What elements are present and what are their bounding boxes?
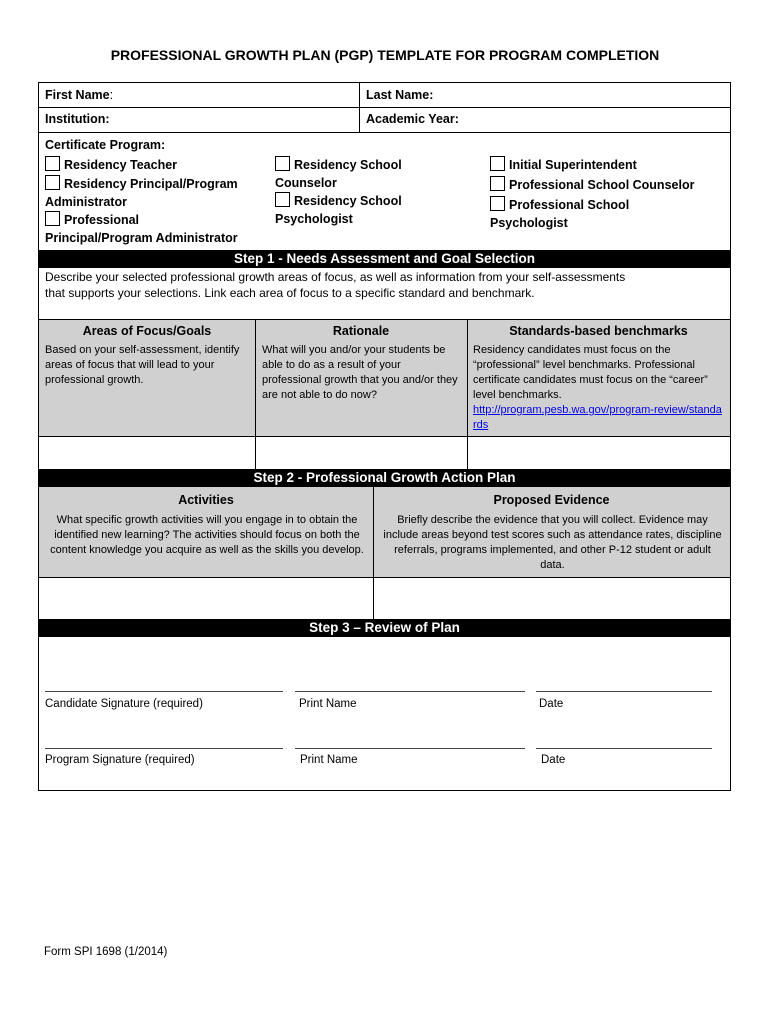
standards-link[interactable]: http://program.pesb.wa.gov/program-review/standards: [473, 404, 722, 431]
step2-heading: Step 2 - Professional Growth Action Plan: [39, 469, 730, 487]
certificate-program-label: Certificate Program:: [45, 138, 166, 152]
rationale-hint: What will you and/or your students be able to do as a result of your professional growth that you and/or they are not able to do now?: [262, 344, 458, 401]
step1-description: Describe your selected professional growth areas of focus, as well as information from your self-assessments that supports your selections. Link each area of focus to a specific standard and benchmark.: [45, 270, 626, 300]
checkbox[interactable]: [275, 156, 290, 171]
institution-field[interactable]: Institution:: [45, 112, 110, 126]
first-name-label: First Name: [45, 88, 110, 102]
program-signature-label: Program Signature (required): [45, 754, 195, 766]
program-print-name-label: Print Name: [300, 754, 358, 766]
checkbox[interactable]: [45, 175, 60, 190]
checkbox[interactable]: [45, 211, 60, 226]
checkbox[interactable]: [490, 156, 505, 171]
option-residency-school-counselor[interactable]: Residency School Counselor: [275, 158, 402, 190]
program-print-name-line[interactable]: [295, 748, 525, 749]
col-standards-benchmarks: Standards-based benchmarks: [509, 324, 688, 338]
areas-of-focus-input[interactable]: [39, 437, 255, 469]
form-frame: [38, 82, 731, 791]
document-title: PROFESSIONAL GROWTH PLAN (PGP) TEMPLATE FOR PROGRAM COMPLETION: [110, 47, 660, 63]
first-name-field[interactable]: First Name:: [45, 88, 114, 102]
evidence-input[interactable]: [374, 578, 730, 619]
option-professional-principal[interactable]: Professional Principal/Program Administrator: [45, 213, 238, 245]
candidate-date-line[interactable]: [536, 691, 712, 692]
standards-hint: Residency candidates must focus on the “professional” level benchmarks. Professional certificate candidates must focus on the “career” level benchmarks. http://program.pesb.wa.gov/program-review/standards: [473, 344, 722, 431]
option-professional-school-counselor[interactable]: Professional School Counselor: [490, 176, 694, 194]
step1-heading: Step 1 - Needs Assessment and Goal Selection: [39, 250, 730, 268]
candidate-date-label: Date: [539, 698, 564, 710]
evidence-hint: Briefly describe the evidence that you will collect. Evidence may include areas beyond test scores such as attendance rates, discipline referrals, programs implemented, and other P-12 student or adult data.: [383, 514, 722, 571]
program-signature-line[interactable]: [45, 748, 283, 749]
program-date-line[interactable]: [536, 748, 712, 749]
option-professional-school-psychologist[interactable]: Professional School Psychologist: [490, 198, 630, 230]
option-residency-principal[interactable]: Residency Principal/Program Administrator: [45, 177, 238, 209]
col-areas-of-focus: Areas of Focus/Goals: [82, 324, 212, 338]
benchmarks-input[interactable]: [468, 437, 730, 469]
checkbox[interactable]: [490, 176, 505, 191]
candidate-print-name-line[interactable]: [295, 691, 525, 692]
areas-of-focus-hint: Based on your self-assessment, identify areas of focus that will lead to your professional growth.: [45, 344, 240, 386]
checkbox[interactable]: [490, 196, 505, 211]
last-name-field[interactable]: Last Name:: [366, 88, 434, 102]
col-rationale: Rationale: [332, 324, 390, 338]
col-proposed-evidence: Proposed Evidence: [493, 493, 610, 507]
candidate-signature-line[interactable]: [45, 691, 283, 692]
form-number-footer: Form SPI 1698 (1/2014): [44, 946, 168, 958]
option-residency-school-psychologist[interactable]: Residency School Psychologist: [275, 194, 402, 226]
col-activities: Activities: [178, 493, 234, 507]
candidate-print-name-label: Print Name: [299, 698, 357, 710]
checkbox[interactable]: [45, 156, 60, 171]
option-initial-superintendent[interactable]: Initial Superintendent: [490, 156, 637, 174]
program-date-label: Date: [541, 754, 566, 766]
academic-year-field[interactable]: Academic Year:: [366, 112, 459, 126]
rationale-input[interactable]: [256, 437, 467, 469]
activities-input[interactable]: [39, 578, 373, 619]
candidate-signature-label: Candidate Signature (required): [45, 698, 203, 710]
option-residency-teacher[interactable]: Residency Teacher: [45, 156, 177, 174]
checkbox[interactable]: [275, 192, 290, 207]
activities-hint: What specific growth activities will you engage in to obtain the identified new learning? The activities should focus on both the content knowledge you acquire as well as the skills you develop.: [50, 514, 364, 556]
step3-heading: Step 3 – Review of Plan: [39, 619, 730, 637]
